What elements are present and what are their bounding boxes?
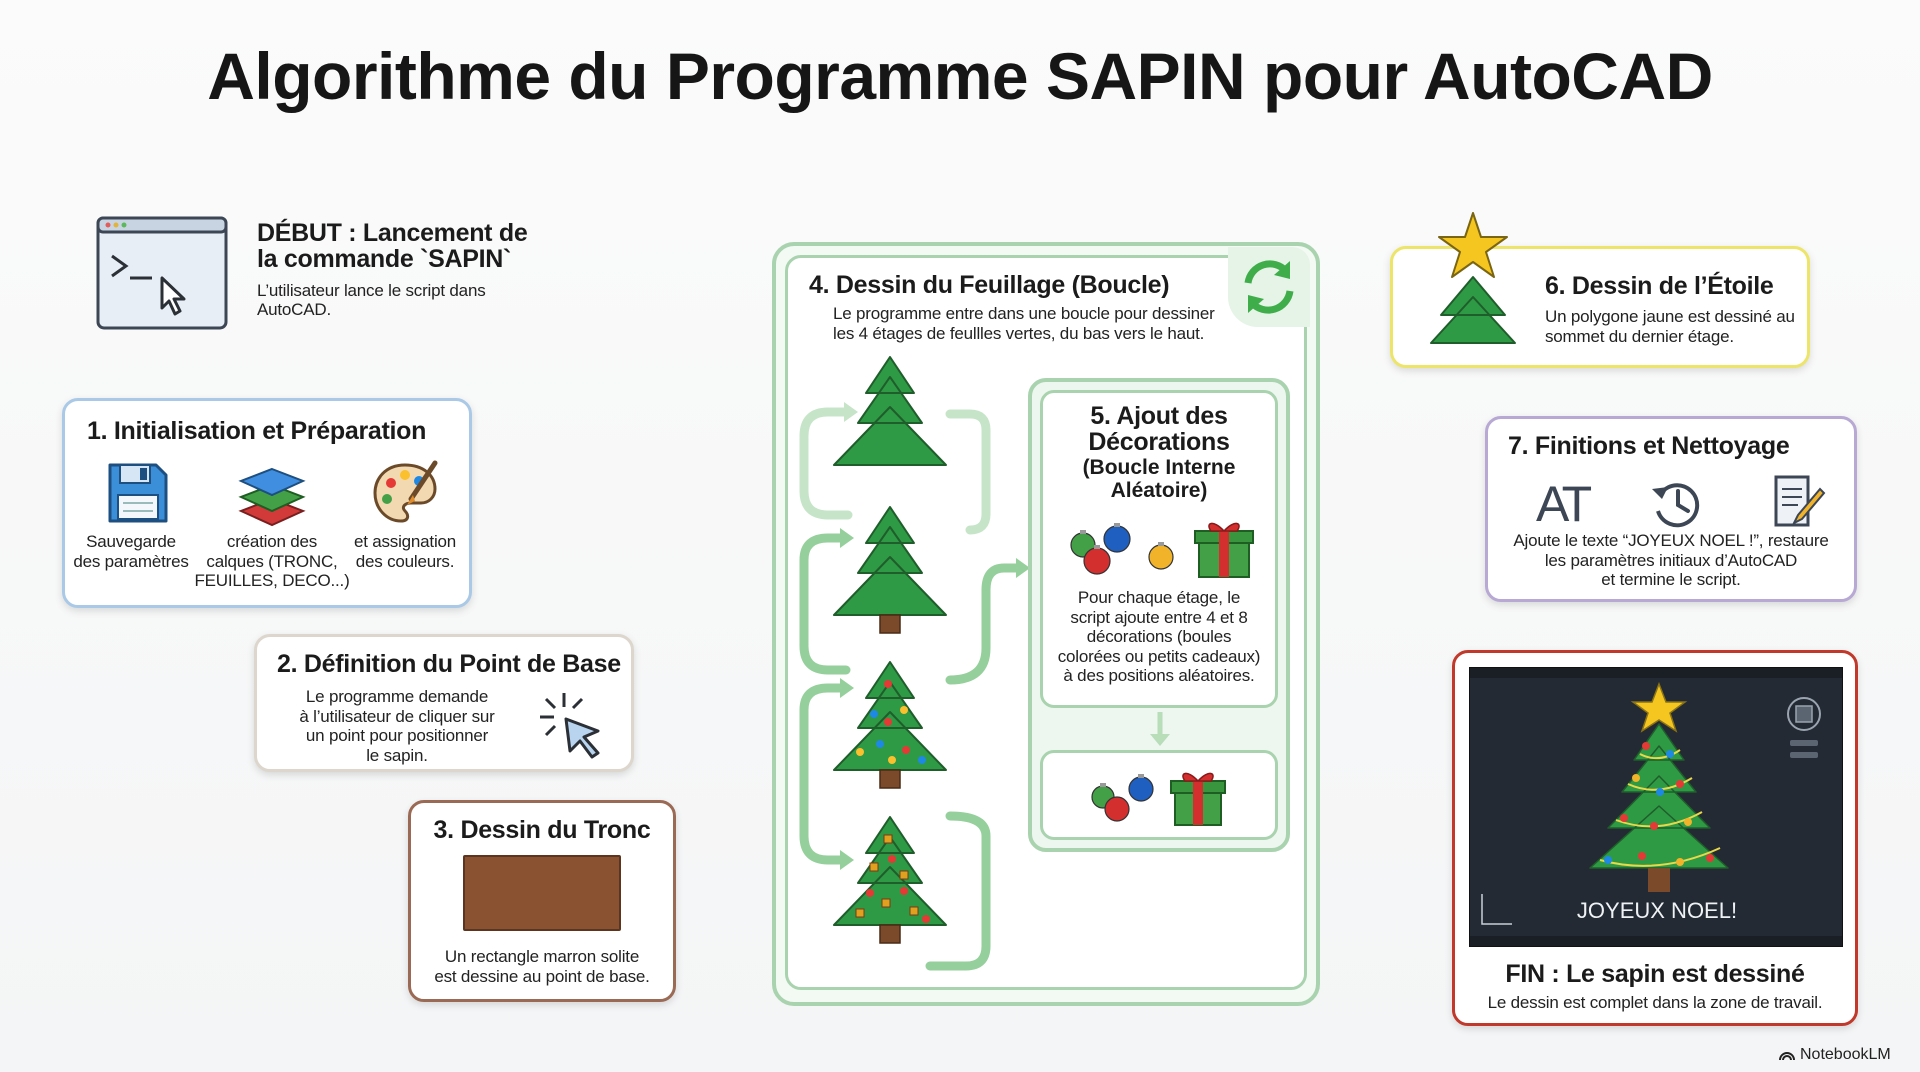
step6-line-1: Un polygone jaune est dessiné au (1545, 307, 1795, 326)
screen-bottom-bar (1470, 936, 1843, 947)
step5-result-card (1040, 750, 1278, 840)
step1-item-1-line1: Sauvegarde (86, 532, 176, 551)
trunk-rectangle (463, 855, 621, 931)
tree-stage-1 (830, 355, 950, 467)
step1-item-2-line3: FEUILLES, DECO...) (194, 571, 350, 591)
step6-title: 6. Dessin de l’Étoile (1545, 272, 1774, 300)
notebooklm-brand (1778, 1046, 1891, 1064)
step7-title: 7. Finitions et Nettoyage (1508, 432, 1790, 460)
document-edit-icon (1768, 471, 1828, 531)
autocad-screen (1469, 667, 1843, 947)
brand-label: NotebookLM (1800, 1046, 1891, 1063)
notebooklm-logo-icon (1778, 1048, 1796, 1062)
step7-line-1: Ajoute le texte “JOYEUX NOEL !”, restaure (1513, 531, 1829, 550)
debut-terminal-icon (96, 216, 228, 330)
screen-top-bar (1470, 668, 1843, 678)
fin-desc: Le dessin est complet dans la zone de travail. (1487, 993, 1823, 1012)
step1-item-3-line2: des couleurs. (355, 551, 455, 571)
viewcube-icon (1780, 692, 1830, 772)
decorations-result-icon (1089, 767, 1229, 827)
floppy-disk-icon (106, 461, 170, 525)
step2-card (254, 634, 634, 772)
tree-stage-2 (830, 505, 950, 635)
step3-line-1: Un rectangle marron solite (444, 947, 640, 966)
decorated-tree (1584, 680, 1734, 900)
step5-desc (1043, 588, 1275, 686)
step1-item-2-line1: création des (226, 532, 318, 551)
step5-line-4: colorées ou petits cadeaux) (1057, 646, 1261, 666)
debut-text (257, 220, 557, 320)
tree-stage-4 (830, 815, 950, 945)
tree-stage-3 (830, 660, 950, 790)
step4-line-2: les 4 étages de feullles vertes, du bas vers le haut. (833, 323, 1205, 343)
step5-line-5: à des positions aléatoires. (1063, 666, 1255, 686)
screen-greeting-text: JOYEUX NOEL! (1576, 898, 1738, 923)
step2-title: 2. Définition du Point de Base (277, 650, 621, 678)
step3-line-2: est dessine au point de base. (434, 966, 650, 986)
step7-line-2: les paramètres initiaux d’AutoCAD (1544, 550, 1798, 570)
step1-item-3 (345, 532, 465, 571)
step1-item-1 (71, 532, 191, 571)
step2-line-4: le sapin. (366, 745, 428, 765)
step7-desc (1488, 531, 1854, 590)
step4-desc (833, 304, 1253, 343)
debut-title-1: DÉBUT : Lancement de (257, 219, 528, 247)
step6-desc (1545, 307, 1805, 346)
step3-desc (411, 947, 673, 986)
step1-item-2 (192, 532, 352, 591)
click-cursor-icon (534, 687, 610, 763)
page-title: Algorithme du Programme SAPIN pour AutoCAD (207, 39, 1713, 113)
step2-desc (277, 687, 517, 765)
debut-desc-1: L’utilisateur lance le script dans (257, 280, 486, 300)
debut-desc-2: AutoCAD. (257, 300, 331, 320)
step5-subtitle-1: (Boucle Interne (1082, 455, 1236, 479)
debut-title-2: la commande `SAPIN` (257, 245, 512, 274)
step5-title-2: Décorations (1088, 428, 1230, 457)
step5-subtitle-2: Aléatoire) (1110, 478, 1208, 502)
step5-line-2: script ajoute entre 4 et 8 (1070, 607, 1248, 627)
history-icon (1648, 475, 1706, 533)
step4-line-1: Le programme entre dans une boucle pour dessiner (833, 304, 1215, 323)
step5-line-1: Pour chaque étage, le (1077, 588, 1241, 607)
step5-down-arrow (1148, 710, 1172, 748)
text-at-icon: AT (1536, 476, 1589, 532)
step2-line-3: un point pour positionner (305, 726, 489, 746)
step1-item-3-line1: et assignation (353, 532, 457, 551)
fin-title: FIN : Le sapin est dessiné (1505, 960, 1805, 988)
fin-card (1452, 650, 1858, 1026)
step4-title: 4. Dessin du Feuillage (Boucle) (809, 271, 1170, 299)
decorations-icon (1065, 517, 1255, 579)
step5-card (1040, 390, 1278, 708)
step1-card (62, 398, 472, 608)
tree-star-icon (1423, 211, 1523, 351)
step6-line-2: sommet du dernier étage. (1545, 326, 1734, 346)
step1-item-2-line2: calques (TRONC, (206, 551, 338, 571)
step3-title: 3. Dessin du Tronc (433, 816, 651, 844)
step5-title-1: 5. Ajout des (1090, 402, 1228, 430)
step1-title: 1. Initialisation et Préparation (87, 417, 427, 445)
step7-line-3: et termine le script. (1601, 570, 1741, 590)
step3-card (408, 800, 676, 1002)
step1-item-1-line2: des paramètres (73, 551, 189, 571)
layers-icon (237, 459, 307, 529)
step5-line-3: décorations (boules (1086, 627, 1232, 647)
step7-card (1485, 416, 1857, 602)
step6-card (1390, 246, 1810, 368)
step2-line-1: Le programme demande (305, 687, 489, 706)
step2-line-2: à l’utilisateur de cliquer sur (299, 706, 495, 726)
palette-icon (371, 459, 439, 527)
